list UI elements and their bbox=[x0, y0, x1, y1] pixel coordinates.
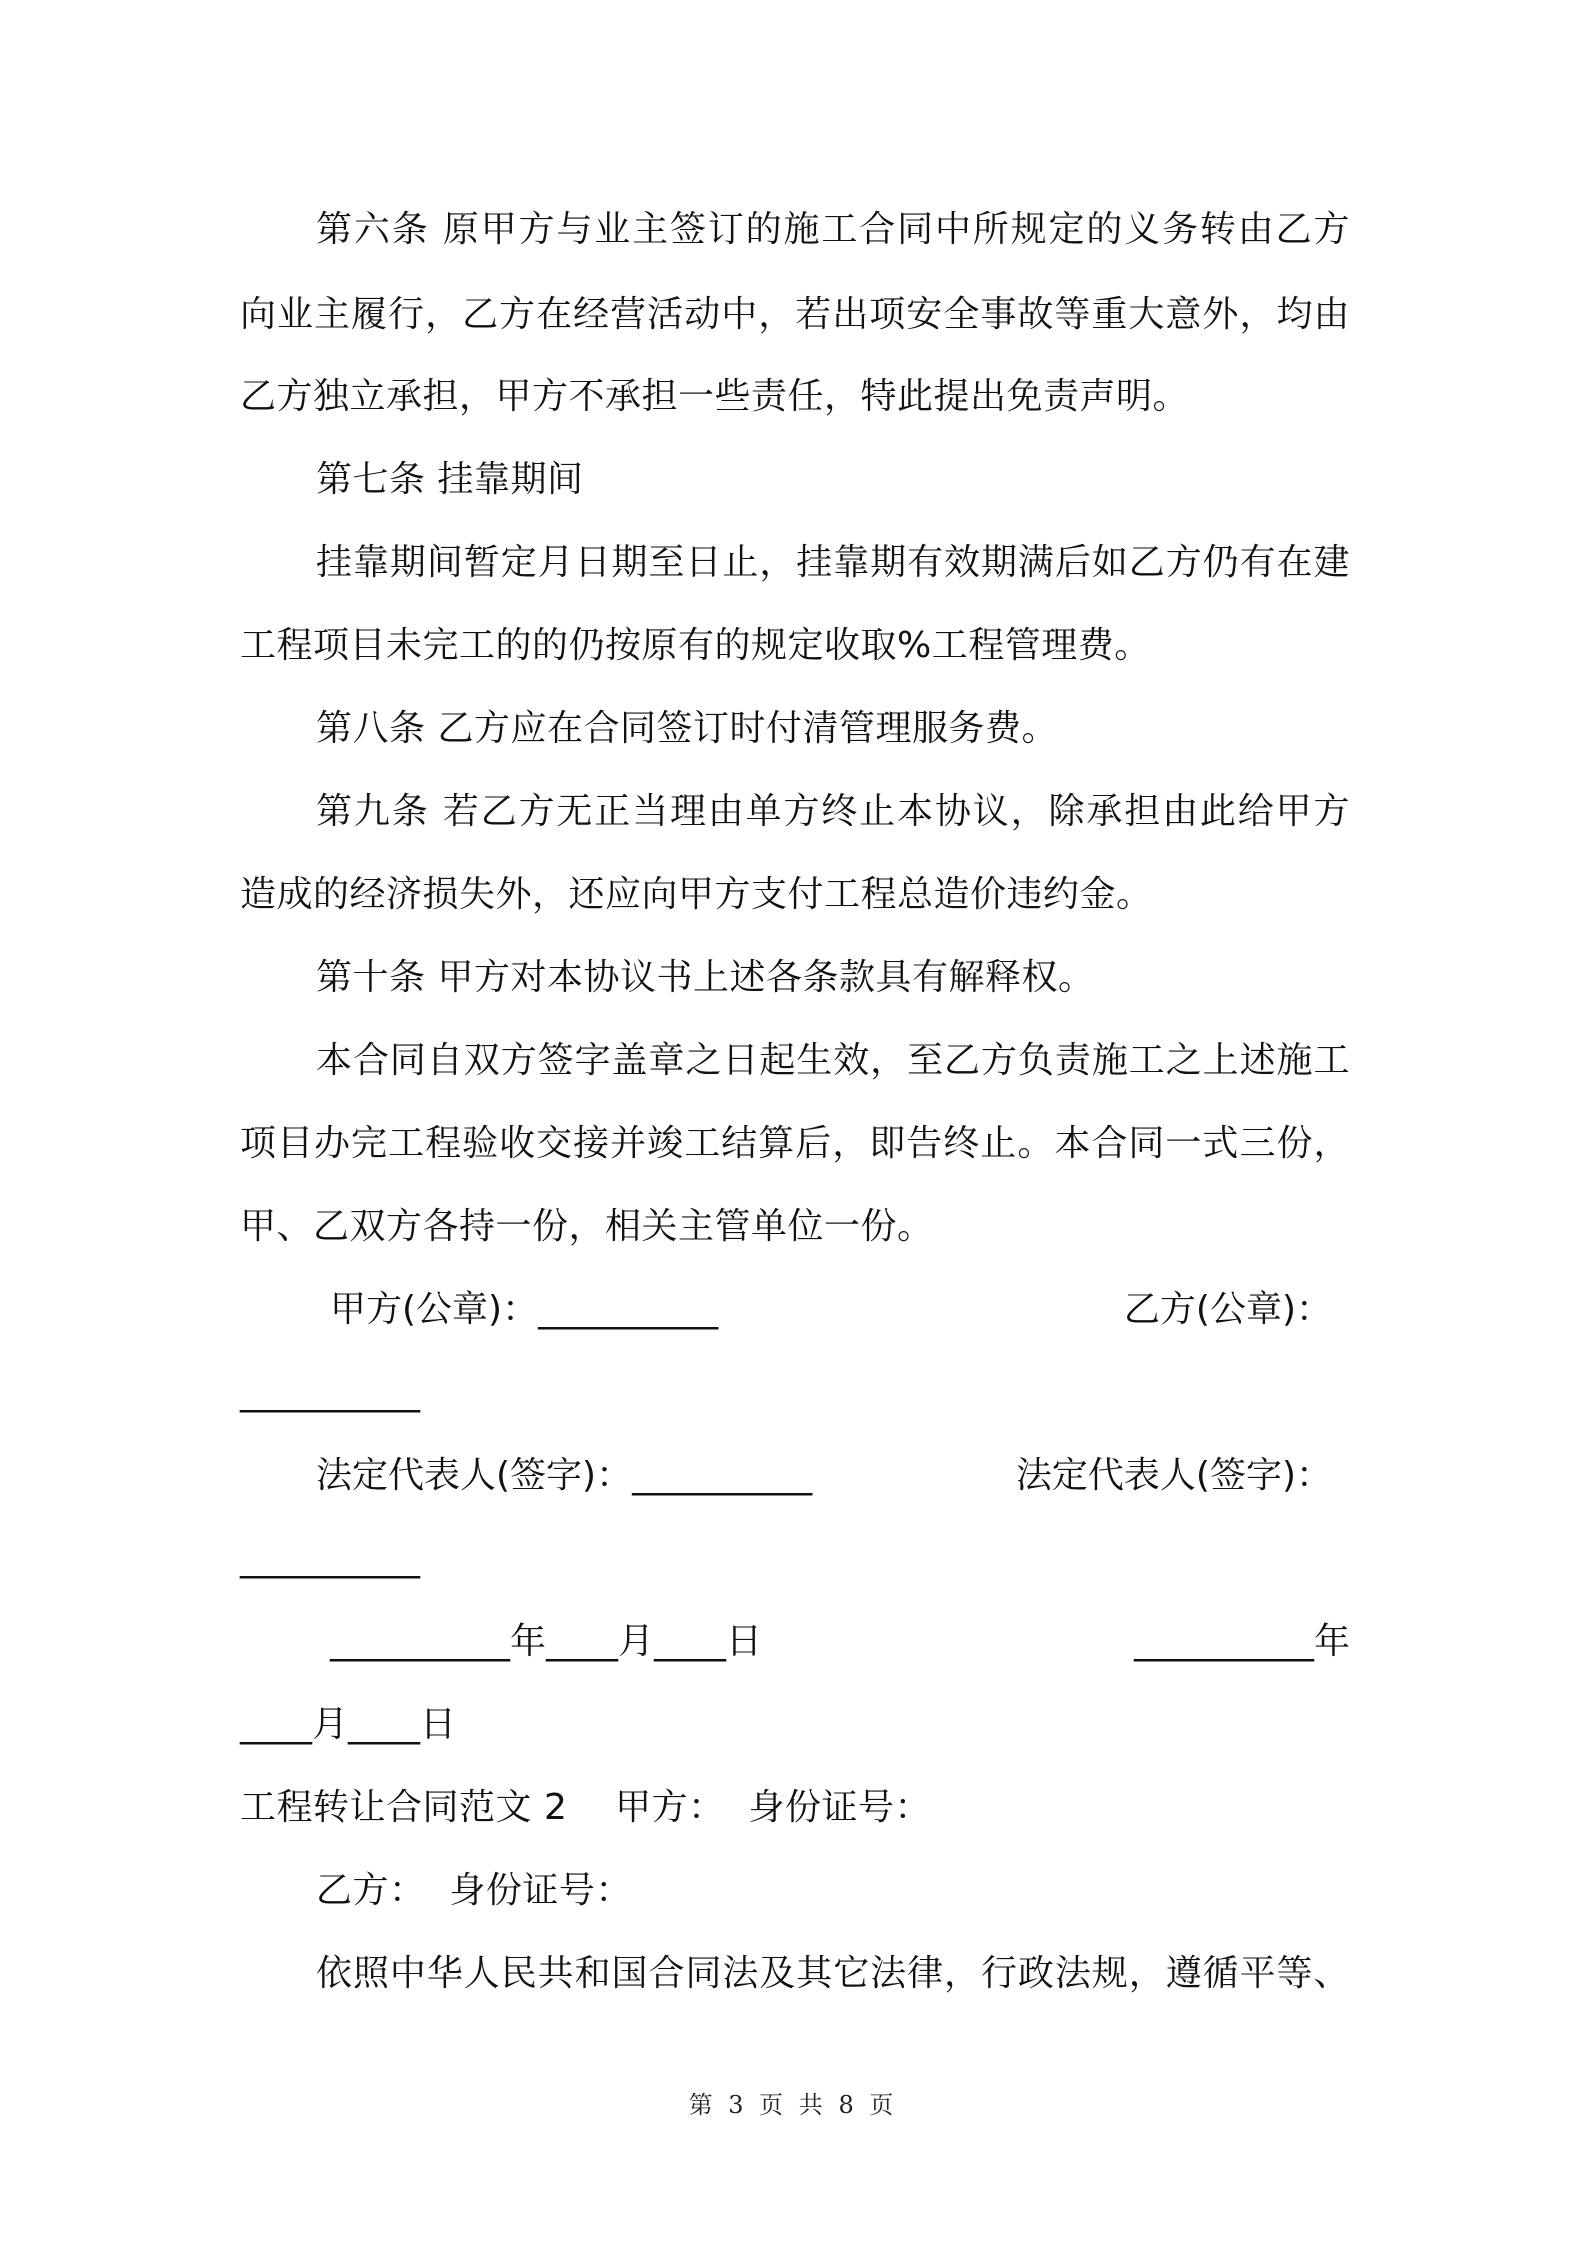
date-b: __________年 bbox=[1133, 1621, 1350, 1662]
effective-line-1: 本合同自双方签字盖章之日起生效，至乙方负责施工之上述施工 bbox=[316, 1040, 1350, 1081]
article-6-line-2: 向业主履行，乙方在经营活动中，若出项安全事故等重大意外，均由 bbox=[240, 294, 1350, 335]
contract-2-party-b: 乙方： 身份证号： bbox=[316, 1870, 632, 1911]
article-10-line: 第十条 甲方对本协议书上述各条款具有解释权。 bbox=[316, 957, 1095, 998]
effective-line-2: 项目办完工程验收交接并竣工结算后，即告终止。本合同一式三份， bbox=[240, 1123, 1350, 1164]
article-7-heading: 第七条 挂靠期间 bbox=[316, 459, 584, 500]
article-9-line-2: 造成的经济损失外，还应向甲方支付工程总造价违约金。 bbox=[240, 874, 1153, 915]
date-a: __________年____月____日 bbox=[330, 1621, 762, 1662]
article-6-line-1: 第六条 原甲方与业主签订的施工合同中所规定的义务转由乙方 bbox=[316, 209, 1350, 250]
effective-line-3: 甲、乙双方各持一份，相关主管单位一份。 bbox=[240, 1206, 934, 1247]
article-8-line: 第八条 乙方应在合同签订时付清管理服务费。 bbox=[316, 708, 1058, 749]
party-b-seal: 乙方(公章)： bbox=[1123, 1289, 1332, 1330]
contract-2-preamble: 依照中华人民共和国合同法及其它法律，行政法规，遵循平等、 bbox=[316, 1953, 1350, 1994]
legal-rep-a: 法定代表人(签字)：__________ bbox=[316, 1455, 813, 1496]
contract-2-title: 工程转让合同范文 2 甲方： 身份证号： bbox=[240, 1787, 932, 1828]
legal-rep-b-blank: __________ bbox=[240, 1538, 420, 1579]
date-b-cont: ____月____日 bbox=[240, 1704, 457, 1745]
page-footer: 第 3 页 共 8 页 bbox=[688, 2091, 898, 2119]
article-9-line-1: 第九条 若乙方无正当理由单方终止本协议，除承担由此给甲方 bbox=[316, 791, 1350, 832]
legal-rep-b: 法定代表人(签字)： bbox=[1015, 1455, 1332, 1496]
article-7-line-2: 工程项目未完工的的仍按原有的规定收取%工程管理费。 bbox=[240, 625, 1151, 666]
party-b-seal-blank: __________ bbox=[240, 1372, 420, 1413]
party-a-seal: 甲方(公章)：__________ bbox=[330, 1289, 719, 1330]
article-7-line-1: 挂靠期间暂定月日期至日止，挂靠期有效期满后如乙方仍有在建 bbox=[316, 542, 1350, 583]
article-6-line-3: 乙方独立承担，甲方不承担一些责任，特此提出免责声明。 bbox=[240, 376, 1190, 417]
